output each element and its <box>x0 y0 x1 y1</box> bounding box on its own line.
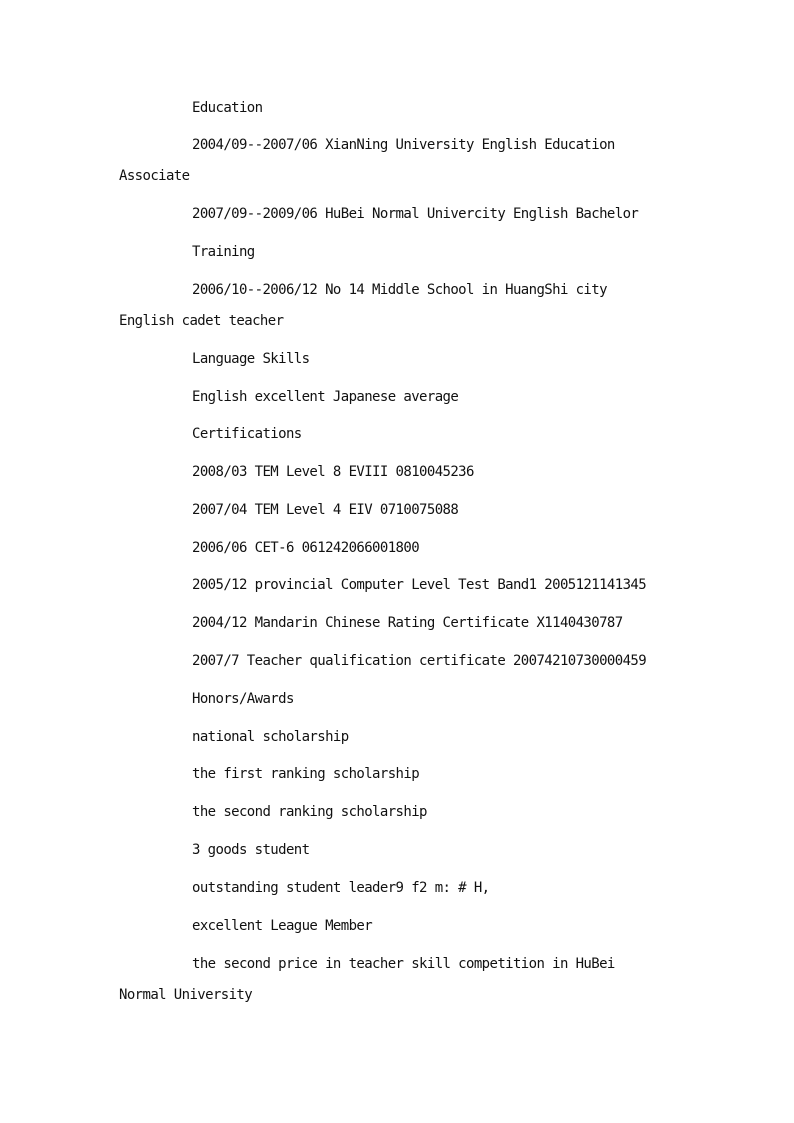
education-heading: Education <box>192 100 263 116</box>
honor-item-last-line-1: the second price in teacher skill competition in HuBei <box>192 956 615 972</box>
training-item-1-line-1: 2006/10--2006/12 No 14 Middle School in HuangShi city <box>192 282 607 298</box>
certification-item: 2005/12 provincial Computer Level Test Band1 2005121141345 <box>192 577 647 593</box>
language-skills-heading: Language Skills <box>192 351 310 367</box>
honors-heading: Honors/Awards <box>192 691 294 707</box>
honor-item: 3 goods student <box>192 842 310 858</box>
education-item-1-line-2: Associate <box>119 168 190 184</box>
certification-item: 2004/12 Mandarin Chinese Rating Certificate X1140430787 <box>192 615 623 631</box>
training-heading: Training <box>192 244 255 260</box>
certification-item: 2008/03 TEM Level 8 EVIII 0810045236 <box>192 464 474 480</box>
certification-item: 2007/04 TEM Level 4 EIV 0710075088 <box>192 502 459 518</box>
language-skills-text: English excellent Japanese average <box>192 389 459 405</box>
honor-item: national scholarship <box>192 729 349 745</box>
certification-item: 2006/06 CET-6 061242066001800 <box>192 540 420 556</box>
certification-item: 2007/7 Teacher qualification certificate 20074210730000459 <box>192 653 647 669</box>
education-item-2: 2007/09--2009/06 HuBei Normal Univercity English Bachelor <box>192 206 639 222</box>
honor-item-last-line-2: Normal University <box>119 987 253 1003</box>
honor-item: outstanding student leader9 f2 m: # H, <box>192 880 490 896</box>
certifications-heading: Certifications <box>192 426 302 442</box>
education-item-1-line-1: 2004/09--2007/06 XianNing University English Education <box>192 137 615 153</box>
training-item-1-line-2: English cadet teacher <box>119 313 284 329</box>
honor-item: excellent League Member <box>192 918 373 934</box>
honor-item: the second ranking scholarship <box>192 804 427 820</box>
honor-item: the first ranking scholarship <box>192 766 420 782</box>
